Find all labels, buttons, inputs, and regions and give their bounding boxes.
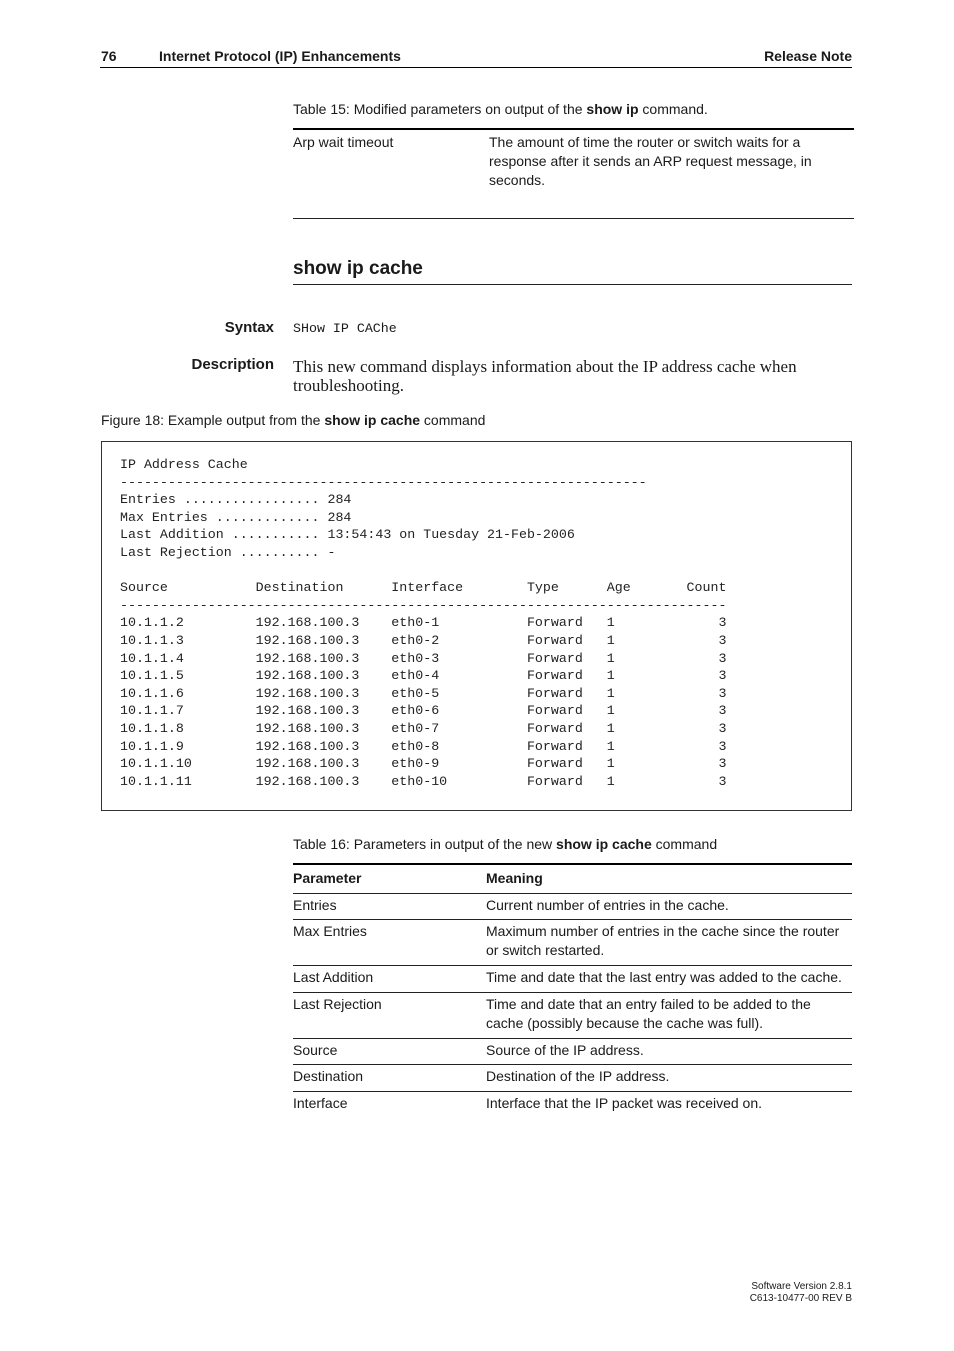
section-title-rule (293, 284, 852, 285)
table-row-param: Interface (293, 1095, 348, 1111)
description-text: This new command displays information about the IP address cache when troubleshooting. (293, 357, 797, 395)
table-row-meaning: Time and date that an entry failed to be added to the cache (possibly because the cache was full). (486, 996, 811, 1031)
table16-caption-bold: show ip cache (556, 836, 652, 852)
table16-caption-prefix: Table 16: Parameters in output of the new (293, 836, 557, 852)
syntax-value: SHow IP CAChe (293, 321, 397, 336)
table-row-rule (293, 992, 852, 993)
table16-caption (293, 836, 717, 852)
description-label: Description (191, 356, 274, 373)
table15-caption (293, 101, 708, 117)
table-row-meaning: Maximum number of entries in the cache since the router or switch restarted. (486, 923, 840, 958)
table15-meaning: The amount of time the router or switch waits for a response after it sends an ARP request message, in seconds. (489, 134, 812, 188)
table15-caption-bold: show ip (586, 101, 639, 117)
table15-top-rule (293, 128, 854, 130)
table16-header-param: Parameter (293, 870, 362, 886)
table-row-param: Last Rejection (293, 996, 382, 1012)
table-row-rule (293, 1038, 852, 1039)
table16-header-rule (293, 893, 852, 894)
table-row-param: Last Addition (293, 969, 374, 985)
table-row-meaning: Source of the IP address. (486, 1042, 644, 1058)
figure18-caption (101, 412, 485, 428)
header-rule (100, 67, 852, 68)
table15-bottom-rule (293, 218, 854, 219)
table-row-rule (293, 1064, 852, 1065)
command-output: IP Address Cache ------------------------------------------------------------------ Entries ................. 284 Max Entries ............. 284 Last Addition ........... 13:54:43 on Tuesday 21-Feb-2006 Last Rejection .......... - Source Destination Interface Type Age Count ---------------------------------------------------------------------------- 10.1.1.2 192.168.100.3 eth0-1 Forward 1 3 10.1.1.3 192.168.100.3 eth0-2 Forward 1 3 10.1.1.4 192.168.100.3 eth0-3 Forward 1 3 10.1.1.5 192.168.100.3 eth0-4 Forward 1 3 10.1.1.6 192.168.100.3 eth0-5 Forward 1 3 10.1.1.7 192.168.100.3 eth0-6 Forward 1 3 10.1.1.8 192.168.100.3 eth0-7 Forward 1 3 10.1.1.9 192.168.100.3 eth0-8 Forward 1 3 10.1.1.10 192.168.100.3 eth0-9 Forward 1 3 10.1.1.11 192.168.100.3 eth0-10 Forward 1 3 (120, 457, 727, 789)
table-row-rule (293, 965, 852, 966)
figure18-caption-prefix: Figure 18: Example output from the (101, 412, 325, 428)
table-row-param: Source (293, 1042, 338, 1058)
table16-top-rule (293, 863, 852, 865)
page-number: 76 (101, 48, 117, 64)
table15-caption-prefix: Table 15: Modified parameters on output of the (293, 101, 587, 117)
table15-caption-suffix: command. (638, 101, 708, 117)
figure18-caption-suffix: command (420, 412, 486, 428)
figure18-caption-bold: show ip cache (324, 412, 421, 428)
syntax-label: Syntax (224, 319, 274, 336)
footer-doc-id: C613-10477-00 REV B (749, 1293, 852, 1304)
table-row-meaning: Interface that the IP packet was received on. (486, 1095, 763, 1111)
table16-caption-suffix: command (651, 836, 718, 852)
footer-version: Software Version 2.8.1 (751, 1281, 852, 1292)
running-header-right: Release Note (764, 48, 852, 64)
table-row-rule (293, 1091, 852, 1092)
table-row-rule (293, 919, 852, 920)
table-row-param: Destination (293, 1068, 364, 1084)
table-row-meaning: Destination of the IP address. (486, 1068, 670, 1084)
table-row-meaning: Current number of entries in the cache. (486, 897, 729, 913)
section-title: show ip cache (293, 258, 423, 279)
table-row-param: Max Entries (293, 923, 367, 939)
table-row-param: Entries (293, 897, 337, 913)
table-row-meaning: Time and date that the last entry was added to the cache. (486, 969, 842, 985)
running-header-title: Internet Protocol (IP) Enhancements (159, 48, 401, 64)
table15-param: Arp wait timeout (293, 134, 394, 150)
table16-header-meaning: Meaning (486, 870, 543, 886)
